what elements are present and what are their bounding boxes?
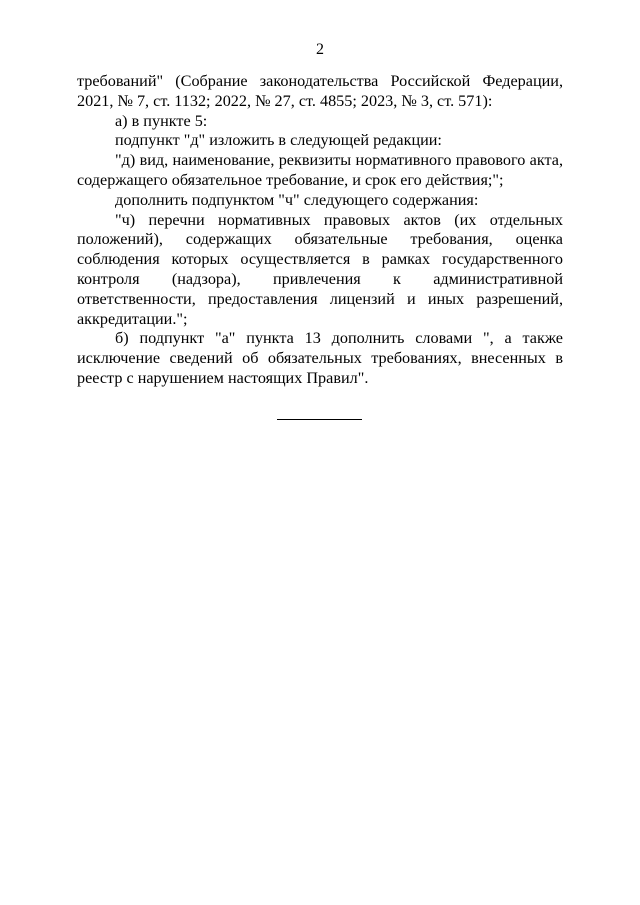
paragraph-item-b: б) подпункт "а" пункта 13 дополнить словами ", а также исключение сведений об обязательных требованиях, внесенных в реестр с нарушением настоящих Правил".: [77, 329, 563, 387]
document-body: [77, 72, 563, 389]
paragraph-subitem-ch-text: "ч) перечни нормативных правовых актов (их отдельных положений), содержащих обязательные требования, оценка соблюдения которых осуществляется в рамках государственного контроля (надзора), привлечения к административной ответственности, предоставления лицензий и иных разрешений, аккредитации.";: [77, 210, 563, 328]
paragraph-subitem-ch-intro: дополнить подпунктом "ч" следующего содержания:: [115, 190, 479, 209]
paragraph-item-a: а) в пункте 5:: [115, 111, 208, 130]
paragraph-subitem-d-intro: подпункт "д" изложить в следующей редакции:: [115, 131, 442, 150]
paragraph-subitem-d-text: "д) вид, наименование, реквизиты нормативного правового акта, содержащего обязательное требование, и срок его действия;";: [77, 151, 563, 189]
end-separator-line: [277, 419, 362, 420]
page-number: 2: [316, 41, 324, 58]
paragraph-continuation: требований" (Собрание законодательства Российской Федерации, 2021, № 7, ст. 1132; 2022, № 27, ст. 4855; 2023, № 3, ст. 571):: [77, 72, 563, 110]
